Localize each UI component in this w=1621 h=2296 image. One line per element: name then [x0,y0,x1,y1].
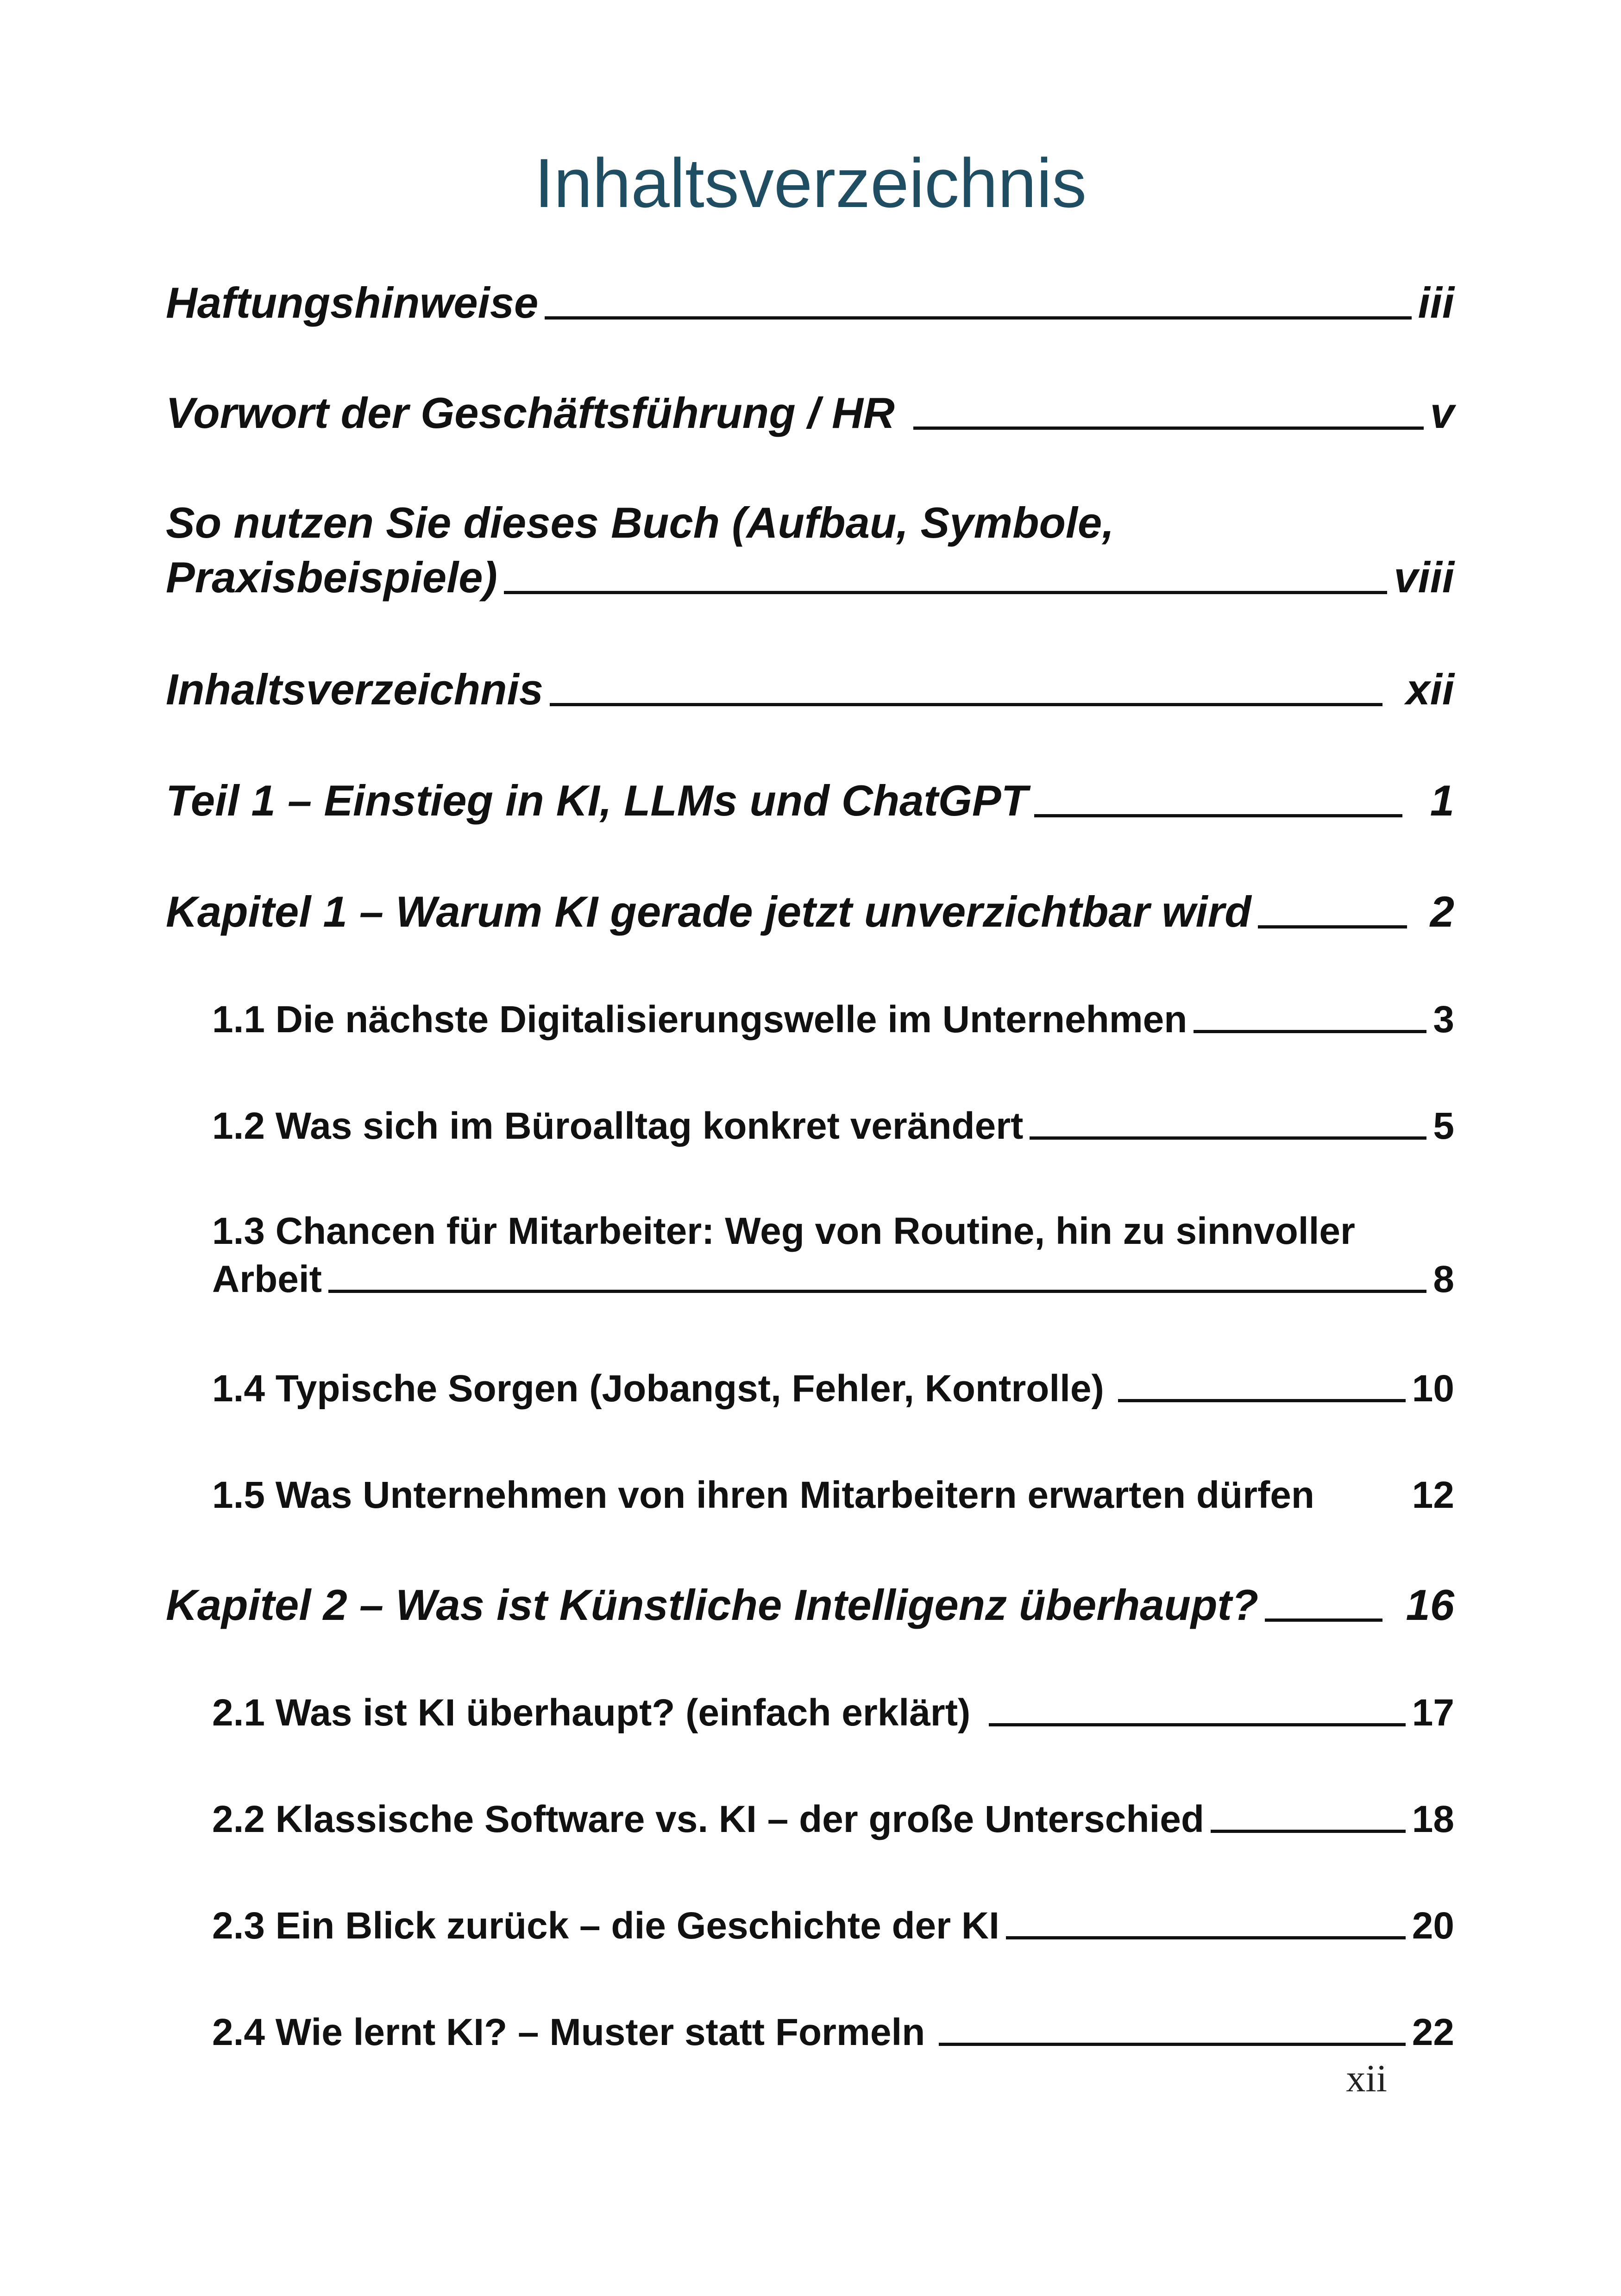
leader-line [1258,925,1407,928]
page-title: Inhaltsverzeichnis [534,144,1087,222]
toc-entry-page: 20 [1412,1905,1454,1947]
toc-entry-label: Vorwort der Geschäftsführung / HR [166,389,895,437]
toc-entry-label: 1.5 Was Unternehmen von ihren Mitarbeitern erwarten dürfen [212,1474,1315,1516]
toc-entry-1-4[interactable] [212,1367,1454,1411]
toc-entry-vorwort[interactable] [166,388,1454,438]
toc-entry-label: Arbeit [212,1258,322,1300]
toc-entry-2-4[interactable] [212,2011,1454,2054]
leader-line [550,703,1383,706]
toc-entry-2-2[interactable] [212,1798,1454,1841]
toc-entry-page: 10 [1412,1368,1454,1410]
leader-line [1034,814,1402,817]
toc-entry-page: 2 [1430,887,1454,936]
leader-line [1265,1618,1382,1622]
toc-entry-inhaltsverzeichnis[interactable] [166,665,1454,715]
toc-entry-page: 12 [1412,1474,1454,1516]
toc-entry-label: 1.1 Die nächste Digitalisierungswelle im Unternehmen [212,998,1187,1041]
toc-entry-label: 2.3 Ein Blick zurück – die Geschichte der KI [212,1905,999,1947]
toc-entry-label: 2.4 Wie lernt KI? – Muster statt Formeln [212,2011,925,2053]
toc-entry-1-2[interactable] [212,1104,1454,1148]
leader-line [1006,1936,1406,1939]
toc-entry-label: Inhaltsverzeichnis [166,665,543,714]
toc-entry-page: iii [1418,278,1454,327]
leader-line [1211,1830,1406,1833]
toc-entry-label: 2.2 Klassische Software vs. KI – der große Unterschied [212,1798,1204,1840]
toc-entry-page: 1 [1430,776,1454,825]
toc-entry-label-line1: 1.3 Chancen für Mitarbeiter: Weg von Routine, hin zu sinnvoller [212,1210,1355,1252]
leader-line [939,2043,1405,2046]
leader-line [1030,1136,1426,1140]
toc-entry-1-1[interactable] [212,998,1454,1041]
leader-line [989,1723,1405,1726]
toc-entry-label: Kapitel 2 – Was ist Künstliche Intelligenz überhaupt? [166,1581,1259,1629]
toc-entry-label: Praxisbeispiele) [166,553,497,602]
toc-entry-page: viii [1394,553,1454,602]
toc-entry-teil-1[interactable] [166,776,1454,826]
toc-entry-1-3[interactable] [212,1210,1454,1301]
toc-entry-label: Haftungshinweise [166,278,539,327]
toc-entry-1-5[interactable] [212,1474,1454,1517]
toc-entry-page: 18 [1412,1798,1454,1840]
toc-entry-kapitel-1[interactable] [166,887,1454,937]
toc-entry-label: 1.4 Typische Sorgen (Jobangst, Fehler, Kontrolle) [212,1368,1104,1410]
leader-line [545,316,1411,320]
leader-line [1118,1399,1406,1402]
toc-entry-page: v [1430,389,1454,437]
leader-line [913,427,1424,430]
leader-line [1194,1030,1426,1033]
toc-entry-so-nutzen-sie[interactable] [166,498,1454,602]
toc-entry-2-3[interactable] [212,1904,1454,1948]
toc-entry-page: 17 [1412,1692,1454,1734]
toc-entry-label: Kapitel 1 – Warum KI gerade jetzt unverzichtbar wird [166,887,1251,936]
toc-entry-label: 1.2 Was sich im Büroalltag konkret verändert [212,1105,1024,1147]
toc-entry-2-1[interactable] [212,1691,1454,1735]
toc-entry-page: 22 [1412,2011,1454,2053]
toc-entry-page: 3 [1433,998,1454,1041]
toc-entry-page: 8 [1433,1258,1454,1300]
toc-entry-haftungshinweise[interactable] [166,278,1454,328]
leader-line [504,591,1388,594]
toc-entry-label-line1: So nutzen Sie dieses Buch (Aufbau, Symbole, [166,498,1114,547]
toc-entry-kapitel-2[interactable] [166,1580,1454,1630]
page-number: xii [1346,2057,1387,2100]
toc-entry-page: 5 [1433,1105,1454,1147]
toc-entry-label: 2.1 Was ist KI überhaupt? (einfach erklärt) [212,1692,971,1734]
toc-entry-label: Teil 1 – Einstieg in KI, LLMs und ChatGPT [166,776,1028,825]
leader-line [328,1290,1426,1293]
toc-entry-page: 16 [1406,1581,1454,1629]
toc-entry-page: xii [1406,665,1454,714]
